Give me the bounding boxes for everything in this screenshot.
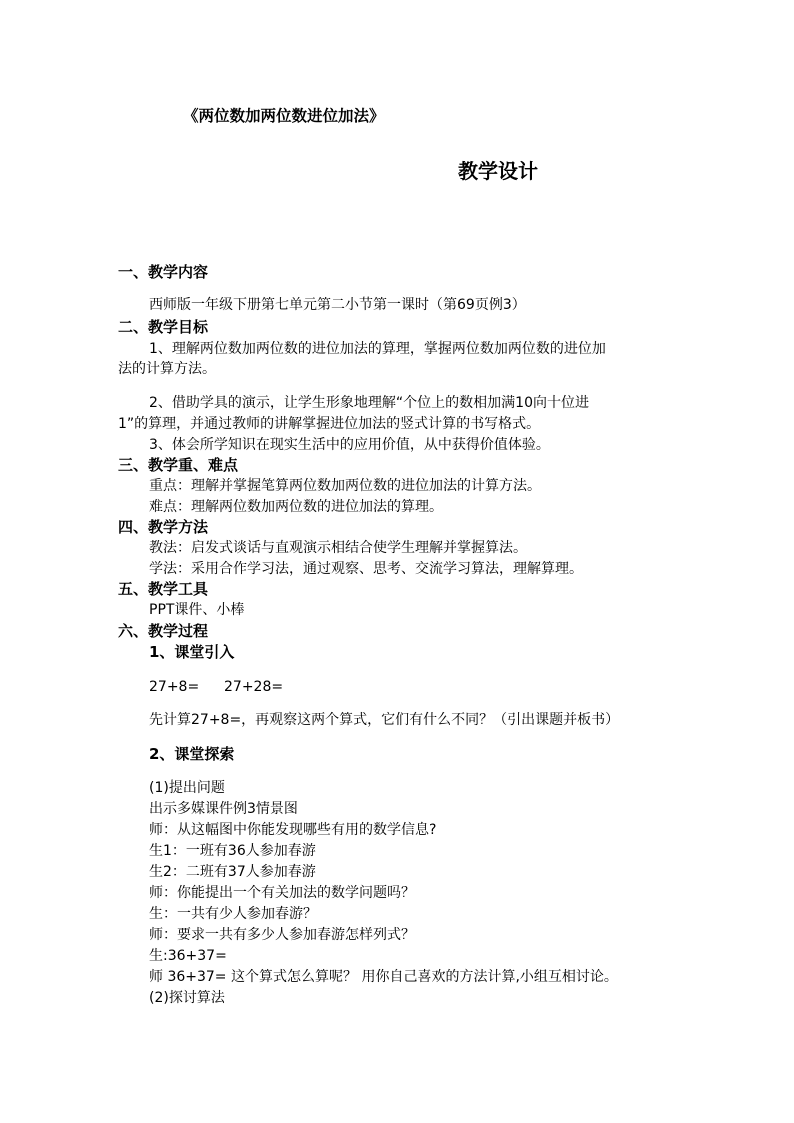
subsection-intro-heading: 1、课堂引入: [149, 643, 235, 661]
section-2-heading: 二、教学目标: [118, 318, 209, 336]
explore-line: (2)探讨算法: [149, 990, 225, 1006]
section-3-heading: 三、教学重、难点: [118, 456, 239, 474]
document-subtitle: 教学设计: [458, 159, 538, 183]
document-title: 《两位数加两位数进位加法》: [183, 107, 385, 125]
explore-line: 师：你能提出一个有关加法的数学问题吗？: [149, 885, 415, 901]
expression-2: 27+28=: [224, 679, 284, 695]
goal-1-line-a: 1、理解两位数加两位数的进位加法的算理，掌握两位数加两位数的进位加: [149, 341, 606, 357]
section-1-heading: 一、教学内容: [118, 263, 209, 281]
explore-line: 师：从这幅图中你能发现哪些有用的数学信息?: [149, 822, 437, 838]
explore-line: 生:36+37=: [149, 948, 227, 964]
explore-line: 生：一共有少人参加春游？: [149, 906, 317, 922]
key-point: 重点：理解并掌握笔算两位数加两位数的进位加法的计算方法。: [149, 478, 541, 494]
section-6-heading: 六、教学过程: [118, 622, 209, 640]
learning-method: 学法：采用合作学习法，通过观察、思考、交流学习算法，理解算理。: [149, 561, 583, 577]
section-5-heading: 五、教学工具: [118, 580, 209, 598]
explore-line: 出示多媒课件例3情景图: [149, 801, 298, 817]
section-4-heading: 四、教学方法: [118, 518, 209, 536]
teaching-tools: PPT课件、小棒: [149, 602, 245, 618]
explore-line: 生2：二班有37人参加春游: [149, 864, 316, 880]
difficulty-point: 难点：理解两位数加两位数的进位加法的算理。: [149, 499, 443, 515]
teaching-method: 教法：启发式谈话与直观演示相结合使学生理解并掌握算法。: [149, 540, 527, 556]
explore-line: 师 36+37= 这个算式怎么算呢？ 用你自己喜欢的方法计算,小组互相讨论。: [149, 969, 618, 985]
section-1-content: 西师版一年级下册第七单元第二小节第一课时（第69页例3）: [149, 297, 526, 313]
expression-1: 27+8=: [149, 679, 200, 695]
intro-text: 先计算27+8=，再观察这两个算式，它们有什么不同？（引出课题并板书）: [149, 712, 620, 728]
explore-line: (1)提出问题: [149, 780, 225, 796]
goal-2-line-b: 1”的算理，并通过教师的讲解掌握进位加法的竖式计算的书写格式。: [118, 416, 541, 432]
subsection-explore-heading: 2、课堂探索: [149, 745, 235, 763]
goal-3: 3、体会所学知识在现实生活中的应用价值，从中获得价值体验。: [149, 437, 550, 453]
explore-line: 师：要求一共有多少人参加春游怎样列式？: [149, 927, 415, 943]
goal-2-line-a: 2、借助学具的演示，让学生形象地理解“个位上的数相加满10向十位进: [149, 395, 589, 411]
goal-1-line-b: 法的计算方法。: [118, 361, 216, 377]
explore-line: 生1：一班有36人参加春游: [149, 843, 316, 859]
